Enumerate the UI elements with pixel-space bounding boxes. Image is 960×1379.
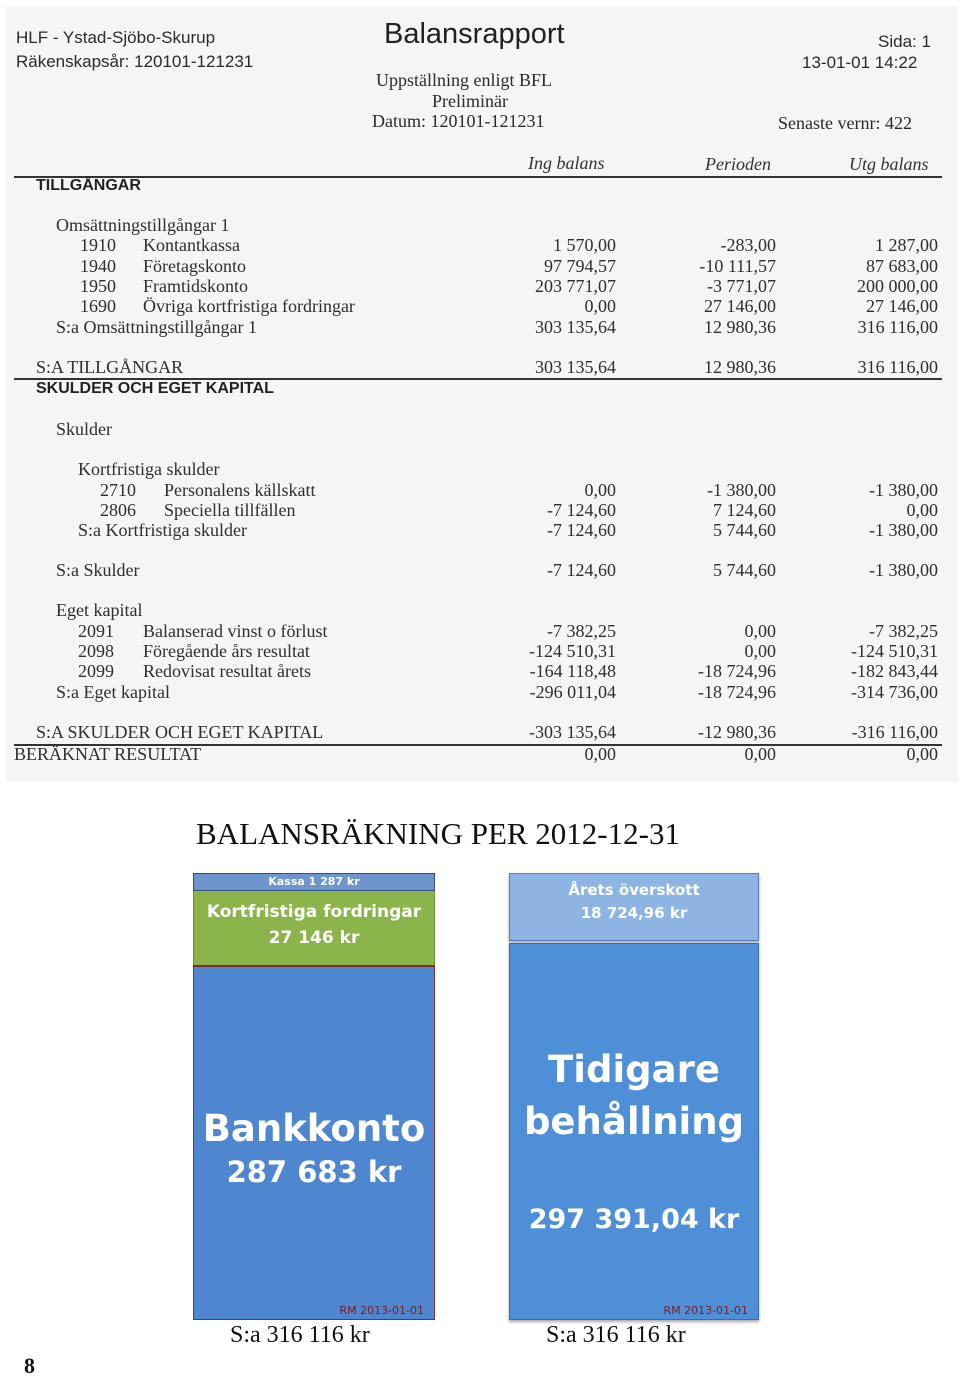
utg-value: 200 000,00 (857, 276, 938, 296)
account-name: Framtidskonto (143, 276, 249, 296)
period-value: -12 980,36 (698, 722, 776, 742)
surplus-value: 18 724,96 kr (580, 904, 688, 922)
col-header-utg: Utg balans (849, 154, 929, 174)
utg-value: -1 380,00 (869, 480, 938, 500)
account-number: 1950 (80, 276, 116, 296)
ing-value: -7 382,25 (547, 621, 616, 641)
date-range: Datum: 120101-121231 (372, 111, 545, 131)
prior-label-line1: Tidigare (548, 1048, 720, 1091)
subtotal-label: S:a Kortfristiga skulder (78, 520, 247, 540)
utg-value: 316 116,00 (857, 357, 938, 377)
ing-value: 97 794,57 (544, 256, 616, 276)
utg-value: -314 736,00 (851, 682, 938, 702)
surplus-box (509, 873, 759, 941)
utg-value: -316 116,00 (851, 722, 938, 742)
kassa-box (193, 873, 435, 891)
period-value: -18 724,96 (698, 682, 776, 702)
bank-box (193, 965, 435, 1320)
report-title: Balansrapport (384, 18, 565, 50)
period-value: 0,00 (744, 621, 776, 641)
utg-value: 27 146,00 (866, 296, 938, 316)
period-value: 0,00 (744, 641, 776, 661)
ing-value: -7 124,60 (547, 500, 616, 520)
fiscal-year: Räkenskapsår: 120101-121231 (16, 52, 254, 71)
utg-value: -124 510,31 (851, 641, 938, 661)
ing-value: -124 510,31 (529, 641, 616, 661)
equity-heading: Eget kapital (56, 600, 143, 620)
subtotal-label: S:a Skulder (56, 560, 140, 580)
right-sum: S:a 316 116 kr (546, 1322, 686, 1348)
utg-value: -1 380,00 (869, 560, 938, 580)
left-stamp: RM 2013-01-01 (339, 1304, 424, 1317)
ing-value: 203 771,07 (535, 276, 616, 296)
utg-value: -182 843,44 (851, 661, 938, 681)
page-label: Sida: 1 (878, 32, 931, 51)
account-name: Föregående års resultat (143, 641, 310, 661)
ing-value: -164 118,48 (529, 661, 616, 681)
subtotal-label: S:a Eget kapital (56, 682, 170, 702)
ing-value: 1 570,00 (553, 235, 616, 255)
total-label: S:A SKULDER OCH EGET KAPITAL (36, 722, 324, 742)
last-voucher: Senaste vernr: 422 (778, 113, 912, 133)
account-number: 2091 (78, 621, 114, 641)
debts-heading: Skulder (56, 419, 112, 439)
ing-value: 303 135,64 (535, 357, 616, 377)
surplus-label: Årets överskott (568, 881, 700, 899)
prior-balance-box (509, 943, 759, 1320)
current-assets-heading: Omsättningstillgångar 1 (56, 215, 230, 235)
subtitle-preliminary: Preliminär (432, 91, 508, 111)
ing-value: 0,00 (584, 744, 616, 764)
ing-value: -7 124,60 (547, 520, 616, 540)
liabilities-heading: SKULDER OCH EGET KAPITAL (36, 380, 274, 397)
period-value: -18 724,96 (698, 661, 776, 681)
ing-value: -296 011,04 (529, 682, 616, 702)
period-value: 12 980,36 (704, 357, 776, 377)
col-header-ing: Ing balans (528, 153, 605, 173)
period-value: 0,00 (744, 744, 776, 764)
period-value: 5 744,60 (713, 560, 776, 580)
account-name: Övriga kortfristiga fordringar (143, 296, 355, 316)
account-number: 2710 (100, 480, 136, 500)
left-sum: S:a 316 116 kr (230, 1322, 370, 1348)
account-name: Personalens källskatt (164, 480, 316, 500)
right-stamp: RM 2013-01-01 (663, 1304, 748, 1317)
ing-value: 303 135,64 (535, 317, 616, 337)
header-rule (14, 176, 942, 178)
prior-label-line2: behållning (523, 1100, 745, 1143)
account-number: 1940 (80, 256, 116, 276)
period-value: -10 111,57 (699, 256, 776, 276)
period-value: -1 380,00 (707, 480, 776, 500)
account-number: 1910 (80, 235, 116, 255)
col-header-period: Perioden (705, 154, 771, 174)
ing-value: 0,00 (584, 296, 616, 316)
period-value: 7 124,60 (713, 500, 776, 520)
org-name: HLF - Ystad-Sjöbo-Skurup (16, 28, 216, 47)
assets-heading: TILLGÅNGAR (36, 177, 141, 194)
account-number: 2098 (78, 641, 114, 661)
utg-value: 0,00 (906, 500, 938, 520)
account-name: Balanserad vinst o förlust (143, 621, 328, 641)
period-value: 12 980,36 (704, 317, 776, 337)
bank-label: Bankkonto (202, 1107, 426, 1150)
kassa-label: Kassa 1 287 kr (268, 875, 360, 888)
receivables-label: Kortfristiga fordringar (206, 902, 422, 922)
ing-value: -303 135,64 (529, 722, 616, 742)
account-number: 1690 (80, 296, 116, 316)
report-datetime: 13-01-01 14:22 (802, 53, 918, 72)
utg-value: -7 382,25 (869, 621, 938, 641)
diagram-title: BALANSRÄKNING PER 2012-12-31 (196, 816, 680, 851)
total-label: S:A TILLGÅNGAR (36, 357, 184, 377)
page-number: 8 (24, 1353, 35, 1378)
account-name: Kontantkassa (143, 235, 240, 255)
subtitle-bfl: Uppställning enligt BFL (376, 70, 553, 90)
account-number: 2099 (78, 661, 114, 681)
account-number: 2806 (100, 500, 136, 520)
ing-value: 0,00 (584, 480, 616, 500)
period-value: 5 744,60 (713, 520, 776, 540)
bank-value: 287 683 kr (226, 1155, 402, 1189)
account-name: Speciella tillfällen (164, 500, 296, 520)
receivables-box (193, 891, 435, 965)
ing-value: -7 124,60 (547, 560, 616, 580)
period-value: 27 146,00 (704, 296, 776, 316)
utg-value: 316 116,00 (857, 317, 938, 337)
prior-value: 297 391,04 kr (528, 1204, 740, 1235)
result-label: BERÄKNAT RESULTAT (14, 744, 202, 764)
utg-value: 87 683,00 (866, 256, 938, 276)
balance-report-scan (6, 6, 958, 782)
subtotal-label: S:a Omsättningstillgångar 1 (56, 317, 257, 337)
utg-value: -1 380,00 (869, 520, 938, 540)
account-name: Företagskonto (143, 256, 246, 276)
receivables-value: 27 146 kr (268, 928, 360, 948)
period-value: -3 771,07 (707, 276, 776, 296)
period-value: -283,00 (720, 235, 776, 255)
short-debts-heading: Kortfristiga skulder (78, 459, 220, 479)
utg-value: 0,00 (906, 744, 938, 764)
utg-value: 1 287,00 (875, 235, 938, 255)
account-name: Redovisat resultat årets (143, 661, 311, 681)
